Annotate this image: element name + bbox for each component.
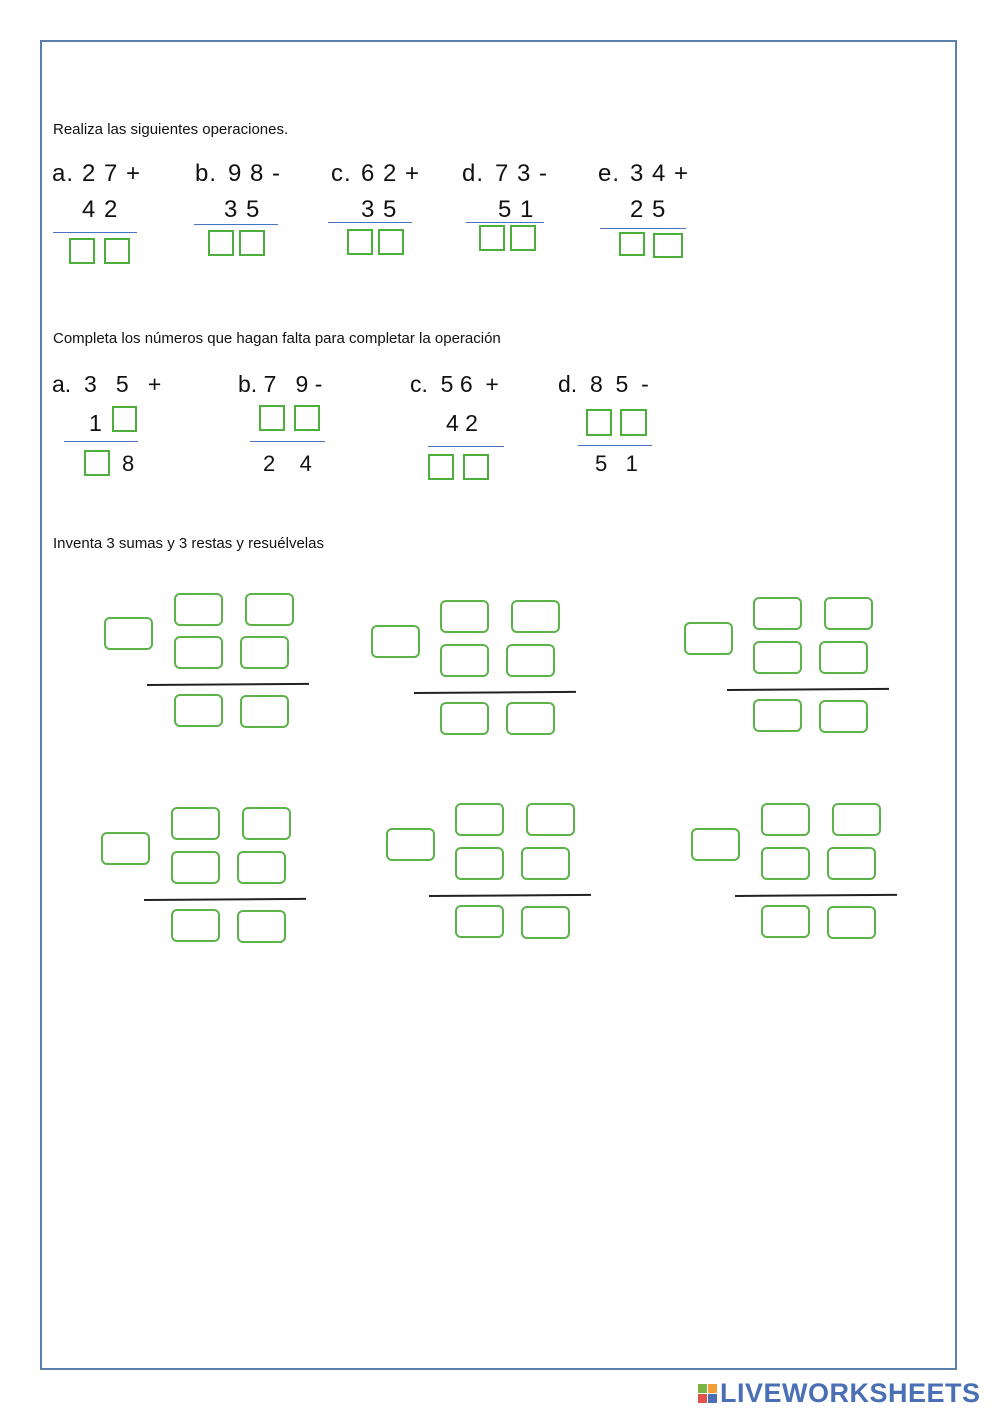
bottom-tens-box[interactable] — [174, 636, 223, 669]
op1-c-top: 6 2 + — [361, 160, 421, 187]
operator-box[interactable] — [386, 828, 435, 861]
op1-c-answer-units[interactable] — [378, 229, 404, 255]
op2-b-missing-tens[interactable] — [259, 405, 285, 431]
op1-b-label: b. — [195, 160, 218, 187]
top-units-box[interactable] — [526, 803, 575, 836]
op2-c-row2: 4 2 — [446, 410, 478, 436]
bottom-units-box[interactable] — [506, 644, 555, 677]
top-units-box[interactable] — [824, 597, 873, 630]
op2-d-missing-tens[interactable] — [586, 409, 612, 436]
bottom-tens-box[interactable] — [761, 847, 810, 880]
result-units-box[interactable] — [240, 695, 289, 728]
op1-e-bottom: 2 5 — [630, 196, 667, 223]
section2-instruction: Completa los números que hagan falta para completar la operación — [53, 330, 501, 347]
top-tens-box[interactable] — [440, 600, 489, 633]
op2-d-result: 5 1 — [595, 451, 638, 476]
op2-a-missing-row2[interactable] — [112, 406, 137, 432]
op1-e-line — [600, 228, 686, 229]
bottom-units-box[interactable] — [521, 847, 570, 880]
op1-a-answer-units[interactable] — [104, 238, 130, 264]
op2-a-missing-result[interactable] — [84, 450, 110, 476]
bottom-tens-box[interactable] — [455, 847, 504, 880]
logo-mark-icon — [698, 1384, 717, 1403]
operator-box[interactable] — [104, 617, 153, 650]
op1-d-label: d. — [462, 160, 485, 187]
top-tens-box[interactable] — [171, 807, 220, 840]
op2-b-top: b. 7 9 - — [238, 371, 323, 397]
top-units-box[interactable] — [511, 600, 560, 633]
op1-a-line — [53, 232, 137, 233]
op2-a-line — [64, 441, 138, 442]
operator-box[interactable] — [691, 828, 740, 861]
op1-a-bottom: 4 2 — [82, 196, 119, 223]
liveworksheets-logo — [698, 1378, 981, 1408]
op1-e-label: e. — [598, 160, 621, 187]
op2-c-top: c. 5 6 + — [410, 371, 499, 397]
result-units-box[interactable] — [506, 702, 555, 735]
op1-e-answer-tens[interactable] — [619, 232, 645, 256]
top-tens-box[interactable] — [174, 593, 223, 626]
op1-b-top: 9 8 - — [228, 160, 282, 187]
op1-e-answer-units[interactable] — [653, 233, 683, 258]
op2-c-answer-tens[interactable] — [428, 454, 454, 480]
op1-c-label: c. — [331, 160, 352, 187]
result-tens-box[interactable] — [455, 905, 504, 938]
bottom-tens-box[interactable] — [753, 641, 802, 674]
op1-d-bottom: 5 1 — [498, 196, 535, 223]
op1-b-bottom: 3 5 — [224, 196, 261, 223]
op1-b-answer-tens[interactable] — [208, 230, 234, 256]
result-tens-box[interactable] — [761, 905, 810, 938]
op2-c-line — [428, 446, 504, 447]
result-units-box[interactable] — [827, 906, 876, 939]
op1-c-bottom: 3 5 — [361, 196, 398, 223]
result-tens-box[interactable] — [171, 909, 220, 942]
op1-c-answer-tens[interactable] — [347, 229, 373, 255]
top-tens-box[interactable] — [753, 597, 802, 630]
op1-e-top: 3 4 + — [630, 160, 690, 187]
op1-a-top: 2 7 + — [82, 160, 142, 187]
bottom-units-box[interactable] — [819, 641, 868, 674]
op2-c-answer-units[interactable] — [463, 454, 489, 480]
result-units-box[interactable] — [237, 910, 286, 943]
section1-instruction: Realiza las siguientes operaciones. — [53, 121, 289, 138]
op2-b-line — [250, 441, 325, 442]
operator-box[interactable] — [371, 625, 420, 658]
bottom-tens-box[interactable] — [440, 644, 489, 677]
bottom-units-box[interactable] — [237, 851, 286, 884]
result-tens-box[interactable] — [753, 699, 802, 732]
section3-instruction: Inventa 3 sumas y 3 restas y resuélvelas — [53, 535, 324, 552]
op2-d-top: d. 8 5 - — [558, 371, 649, 397]
result-tens-box[interactable] — [174, 694, 223, 727]
result-units-box[interactable] — [819, 700, 868, 733]
op2-d-missing-units[interactable] — [620, 409, 647, 436]
bottom-tens-box[interactable] — [171, 851, 220, 884]
op2-a-top: a. 3 5 + — [52, 371, 162, 397]
top-units-box[interactable] — [832, 803, 881, 836]
op2-b-missing-units[interactable] — [294, 405, 320, 431]
op1-d-top: 7 3 - — [495, 160, 549, 187]
op1-b-line — [194, 224, 278, 225]
top-units-box[interactable] — [245, 593, 294, 626]
op2-a-row2-digit: 1 — [89, 410, 102, 436]
op1-b-answer-units[interactable] — [239, 230, 265, 256]
op1-c-line — [328, 222, 412, 223]
op1-a-label: a. — [52, 160, 75, 187]
op1-d-answer-tens[interactable] — [479, 225, 505, 251]
op2-a-result-digit: 8 — [122, 451, 135, 476]
top-tens-box[interactable] — [455, 803, 504, 836]
op1-d-line — [466, 222, 544, 223]
bottom-units-box[interactable] — [827, 847, 876, 880]
op2-b-result: 2 4 — [263, 451, 312, 476]
top-tens-box[interactable] — [761, 803, 810, 836]
result-tens-box[interactable] — [440, 702, 489, 735]
operator-box[interactable] — [684, 622, 733, 655]
brand-name: LIVEWORKSHEETS — [720, 1377, 981, 1408]
op2-d-line — [578, 445, 652, 446]
top-units-box[interactable] — [242, 807, 291, 840]
op1-a-answer-tens[interactable] — [69, 238, 95, 264]
result-units-box[interactable] — [521, 906, 570, 939]
operator-box[interactable] — [101, 832, 150, 865]
bottom-units-box[interactable] — [240, 636, 289, 669]
op1-d-answer-units[interactable] — [510, 225, 536, 251]
